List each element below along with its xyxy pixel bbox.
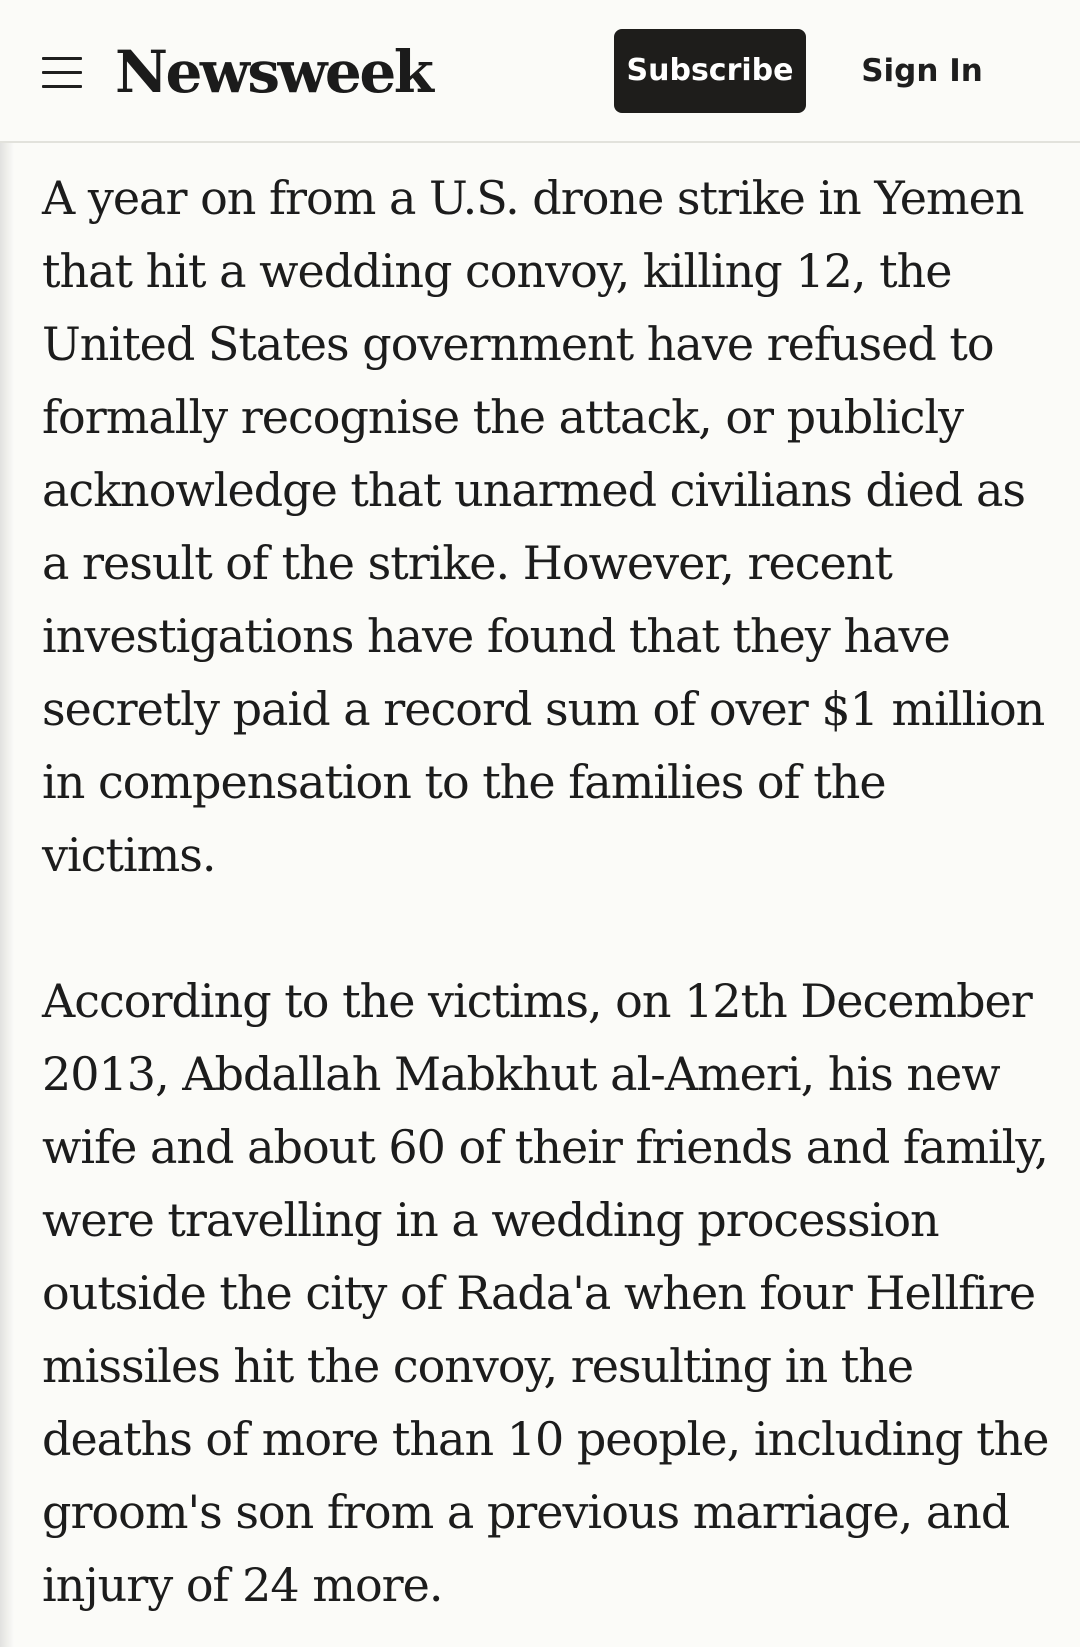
hamburger-menu-icon[interactable] [42,55,84,89]
article-body [42,162,1052,1622]
subscribe-button[interactable]: Subscribe [614,29,806,113]
article-paragraph: According to the victims, on 12th December 2013, Abdallah Mabkhut al-Ameri, his new wife and about 60 of their friends and family, were travelling in a wedding procession outside the city of Rada'a when four Hellfire missiles hit the convoy, resulting in the deaths of more than 10 people, including the groom's son from a previous marriage, and injury of 24 more. [42,974,1049,1612]
left-edge-shadow [0,0,14,1647]
article-paragraph: A year on from a U.S. drone strike in Yemen that hit a wedding convoy, killing 12, the United States government have refused to formally recognise the attack, or publicly acknowledge that unarmed civilians died as a result of the strike. However, recent investigations have found that they have secretly paid a record sum of over $1 million in compensation to the families of the victims. [42,171,1045,882]
site-header [0,0,1080,143]
newsweek-logo[interactable]: Newsweek [115,38,432,106]
menu-line [42,57,82,60]
menu-line [42,71,82,74]
menu-line [42,85,82,88]
sign-in-link[interactable]: Sign In [861,53,983,89]
